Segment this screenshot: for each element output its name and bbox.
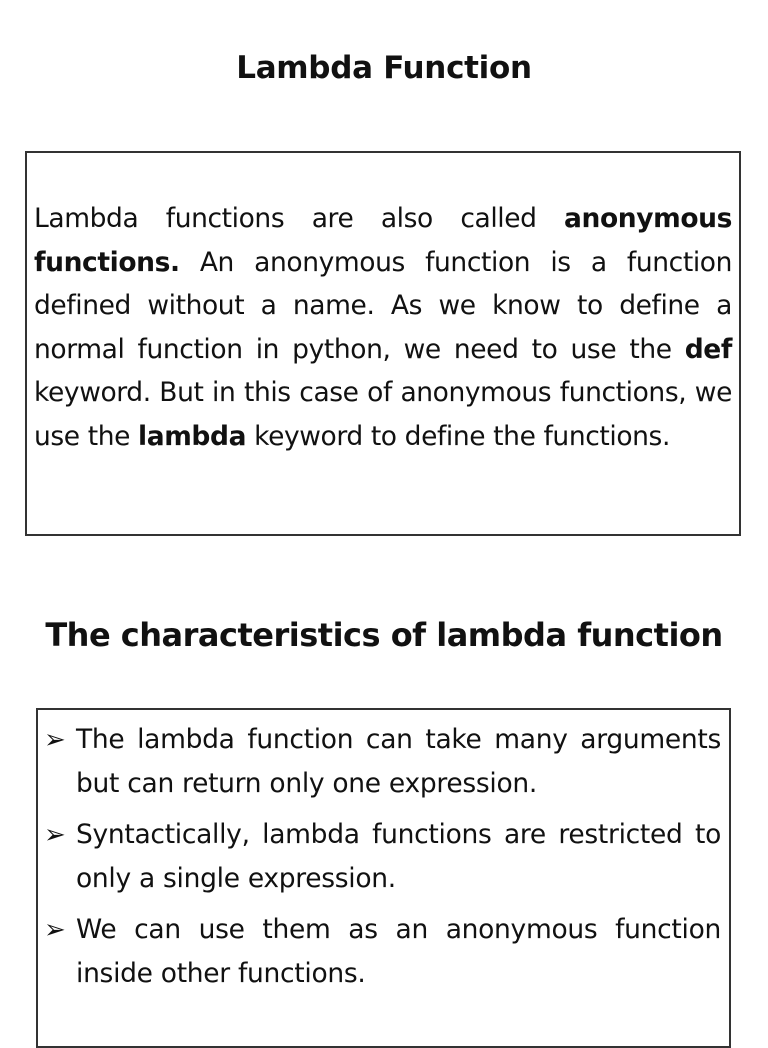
arrowhead-bullet-icon: ➢ xyxy=(44,725,66,755)
definition-text-part: An anonymous function is a function defined without a name. As we know to define a normal function in python, we need to use the xyxy=(34,246,732,365)
page-title: Lambda Function xyxy=(236,50,532,86)
term-anonymous-functions: anonymous functions. xyxy=(34,203,732,278)
list-item-text: The lambda function can take many arguments but can return only one expression. xyxy=(76,724,721,799)
section-title: The characteristics of lambda function xyxy=(45,616,723,654)
definition-text-part: Lambda functions are also called xyxy=(34,203,565,234)
definition-text-part: keyword to define the functions. xyxy=(246,420,670,452)
list-item xyxy=(44,718,721,806)
term-lambda: lambda xyxy=(138,420,247,452)
arrowhead-bullet-icon: ➢ xyxy=(44,820,66,850)
list-item xyxy=(44,908,721,996)
definition-box xyxy=(25,151,741,536)
definition-text-part: keyword. But in this case of anonymous functions, we use the xyxy=(34,377,732,452)
list-item xyxy=(44,813,721,901)
characteristics-list xyxy=(44,718,721,1003)
list-item-text: We can use them as an anonymous function inside other functions. xyxy=(76,914,721,989)
definition-text xyxy=(34,197,732,458)
characteristics-box xyxy=(36,708,731,1048)
arrowhead-bullet-icon: ➢ xyxy=(44,915,66,945)
term-def: def xyxy=(684,333,732,365)
list-item-text: Syntactically, lambda functions are restricted to only a single expression. xyxy=(76,819,721,894)
